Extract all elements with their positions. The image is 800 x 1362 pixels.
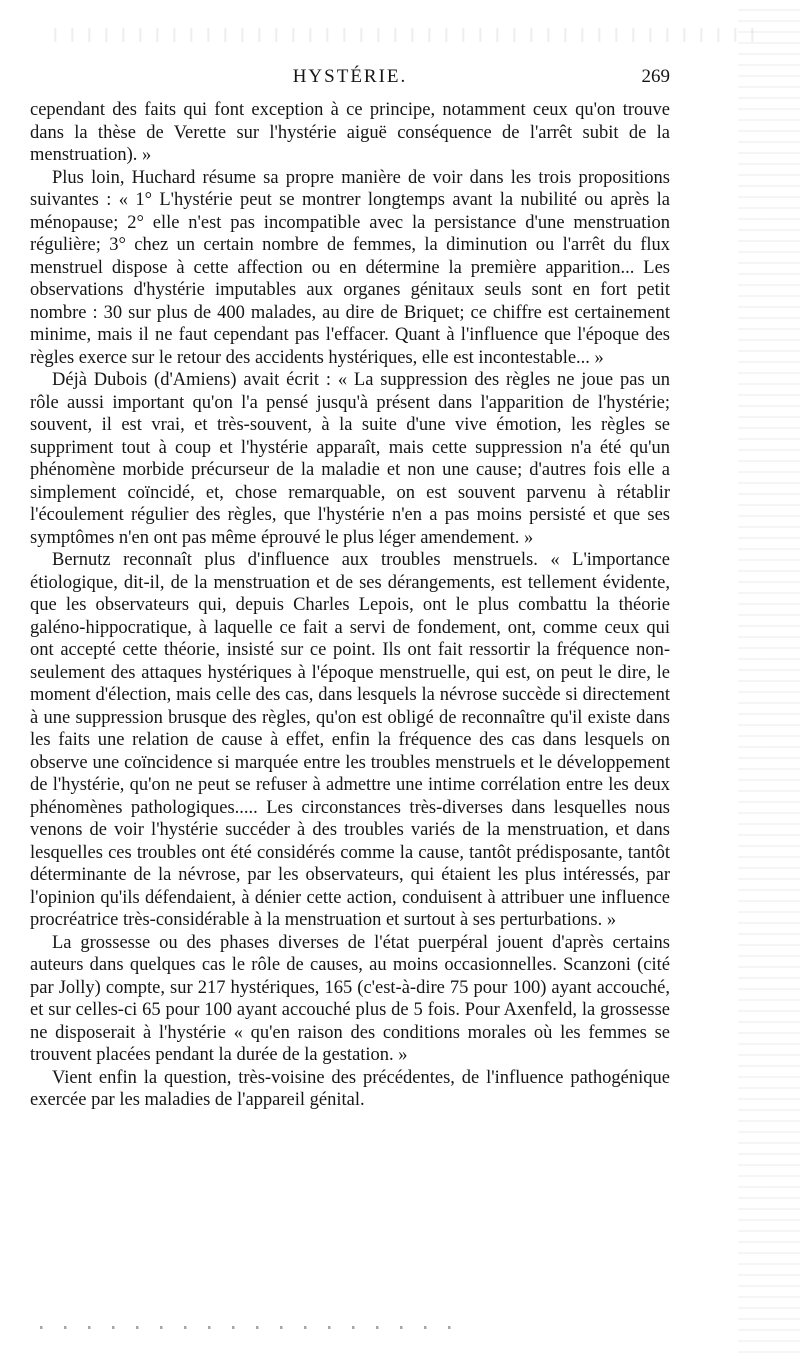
scan-noise-bottom [40,1326,460,1329]
page-number: 269 [641,66,670,87]
paragraph-6: Vient enfin la question, très-voisine des précédentes, de l'influence pathogénique exercée par les maladies de l'appareil génital. [30,1067,670,1110]
paragraph-1: cependant des faits qui font exception à ce principe, notamment ceux qu'on trouve dans la thèse de Verette sur l'hystérie aiguë conséquence de l'arrêt subit de la menstruation). » [30,100,670,165]
running-title: HYSTÉRIE. [292,66,408,87]
paragraph-2: Plus loin, Huchard résume sa propre manière de voir dans les trois propositions suivantes : « 1° L'hystérie peut se montrer longtemps avant la nubilité ou après la ménopause; 2° elle n'est pas incompatible avec la persistance d'une menstruation régulière; 3° chez un certain nombre de femmes, la diminution ou l'arrêt du flux menstruel dispose à cette affection ou en détermine la première apparition... Les observations d'hystérie imputables aux organes génitaux seuls sont en fort petit nombre : 30 sur plus de 400 malades, au dire de Briquet; ce chiffre est certainement minime, mais il ne faut cependant pas l'effacer. Quant à l'influence que l'époque des règles exerce sur le retour des accidents hystériques, elle est incontestable... » [30,167,670,368]
scan-noise-top [40,28,760,42]
paragraph-5: La grossesse ou des phases diverses de l'état puerpéral jouent d'après certains auteurs dans quelques cas le rôle de causes, au moins occasionnelles. Scanzoni (cité par Jolly) compte, sur 217 hystériques, 165 (c'est-à-dire 75 pour 100) ayant accouché, et sur celles-ci 65 pour 100 ayant accouché plus de 5 fois. Pour Axenfeld, la grossesse ne disposerait à l'hystérie « qu'en raison des conditions morales où les femmes se trouvent placées pendant la durée de la gestation. » [30,932,670,1065]
scan-edge-right [738,0,800,1362]
paragraph-4: Bernutz reconnaît plus d'influence aux troubles menstruels. « L'importance étiologique, dit-il, de la menstruation et de ses dérangements, est tellement évidente, que les observateurs qui, depuis Charles Lepois, ont le plus combattu la théorie galéno-hippocratique, à laquelle ce fait a servi de fondement, ont, comme ceux qui ont accepté cette théorie, insisté sur ce point. Ils ont fait ressortir la fréquence non-seulement des attaques hystériques à l'époque menstruelle, qui est, on peut le dire, le moment d'élection, mais celle des cas, dans lesquels la névrose succède si directement à une suppression brusque des règles, qu'on est obligé de reconnaître qu'il existe dans les faits une relation de cause à effet, enfin la fréquence des cas dans lesquels on observe une coïncidence si marquée entre les troubles menstruels et le développement de l'hystérie, qu'on ne peut se refuser à admettre une intime corrélation entre les deux phénomènes pathologiques..... Les circonstances très-diverses dans lesquelles nous venons de voir l'hystérie succéder à des troubles variés de la menstruation, et dans lesquelles ces troubles ont été considérés comme la cause, tantôt prédisposante, tantôt déterminante de la névrose, par les observateurs, qui étaient les plus intéressés, par l'opinion qu'ils défendaient, à dénier cette action, conduisent à attribuer une influence procréatrice très-considérable à la menstruation et surtout à ses perturbations. » [30,550,670,930]
page-header [30,66,670,90]
body-text [30,99,670,1112]
paragraph-3: Déjà Dubois (d'Amiens) avait écrit : « La suppression des règles ne joue pas un rôle aussi important qu'on l'a pensé jusqu'à présent dans l'apparition de l'hystérie; souvent, il est vrai, et très-souvent, à la suite d'une vive émotion, les règles se suppriment tout à coup et l'hystérie apparaît, mais cette suppression n'a été qu'un phénomène morbide précurseur de la maladie et non une cause; d'autres fois elle a simplement coïncidé, et, chose remarquable, on est souvent parvenu à rétablir l'écoulement régulier des règles, que l'hystérie n'en a pas moins persisté et que ses symptômes n'en ont pas même éprouvé le plus léger amendement. » [30,370,670,548]
